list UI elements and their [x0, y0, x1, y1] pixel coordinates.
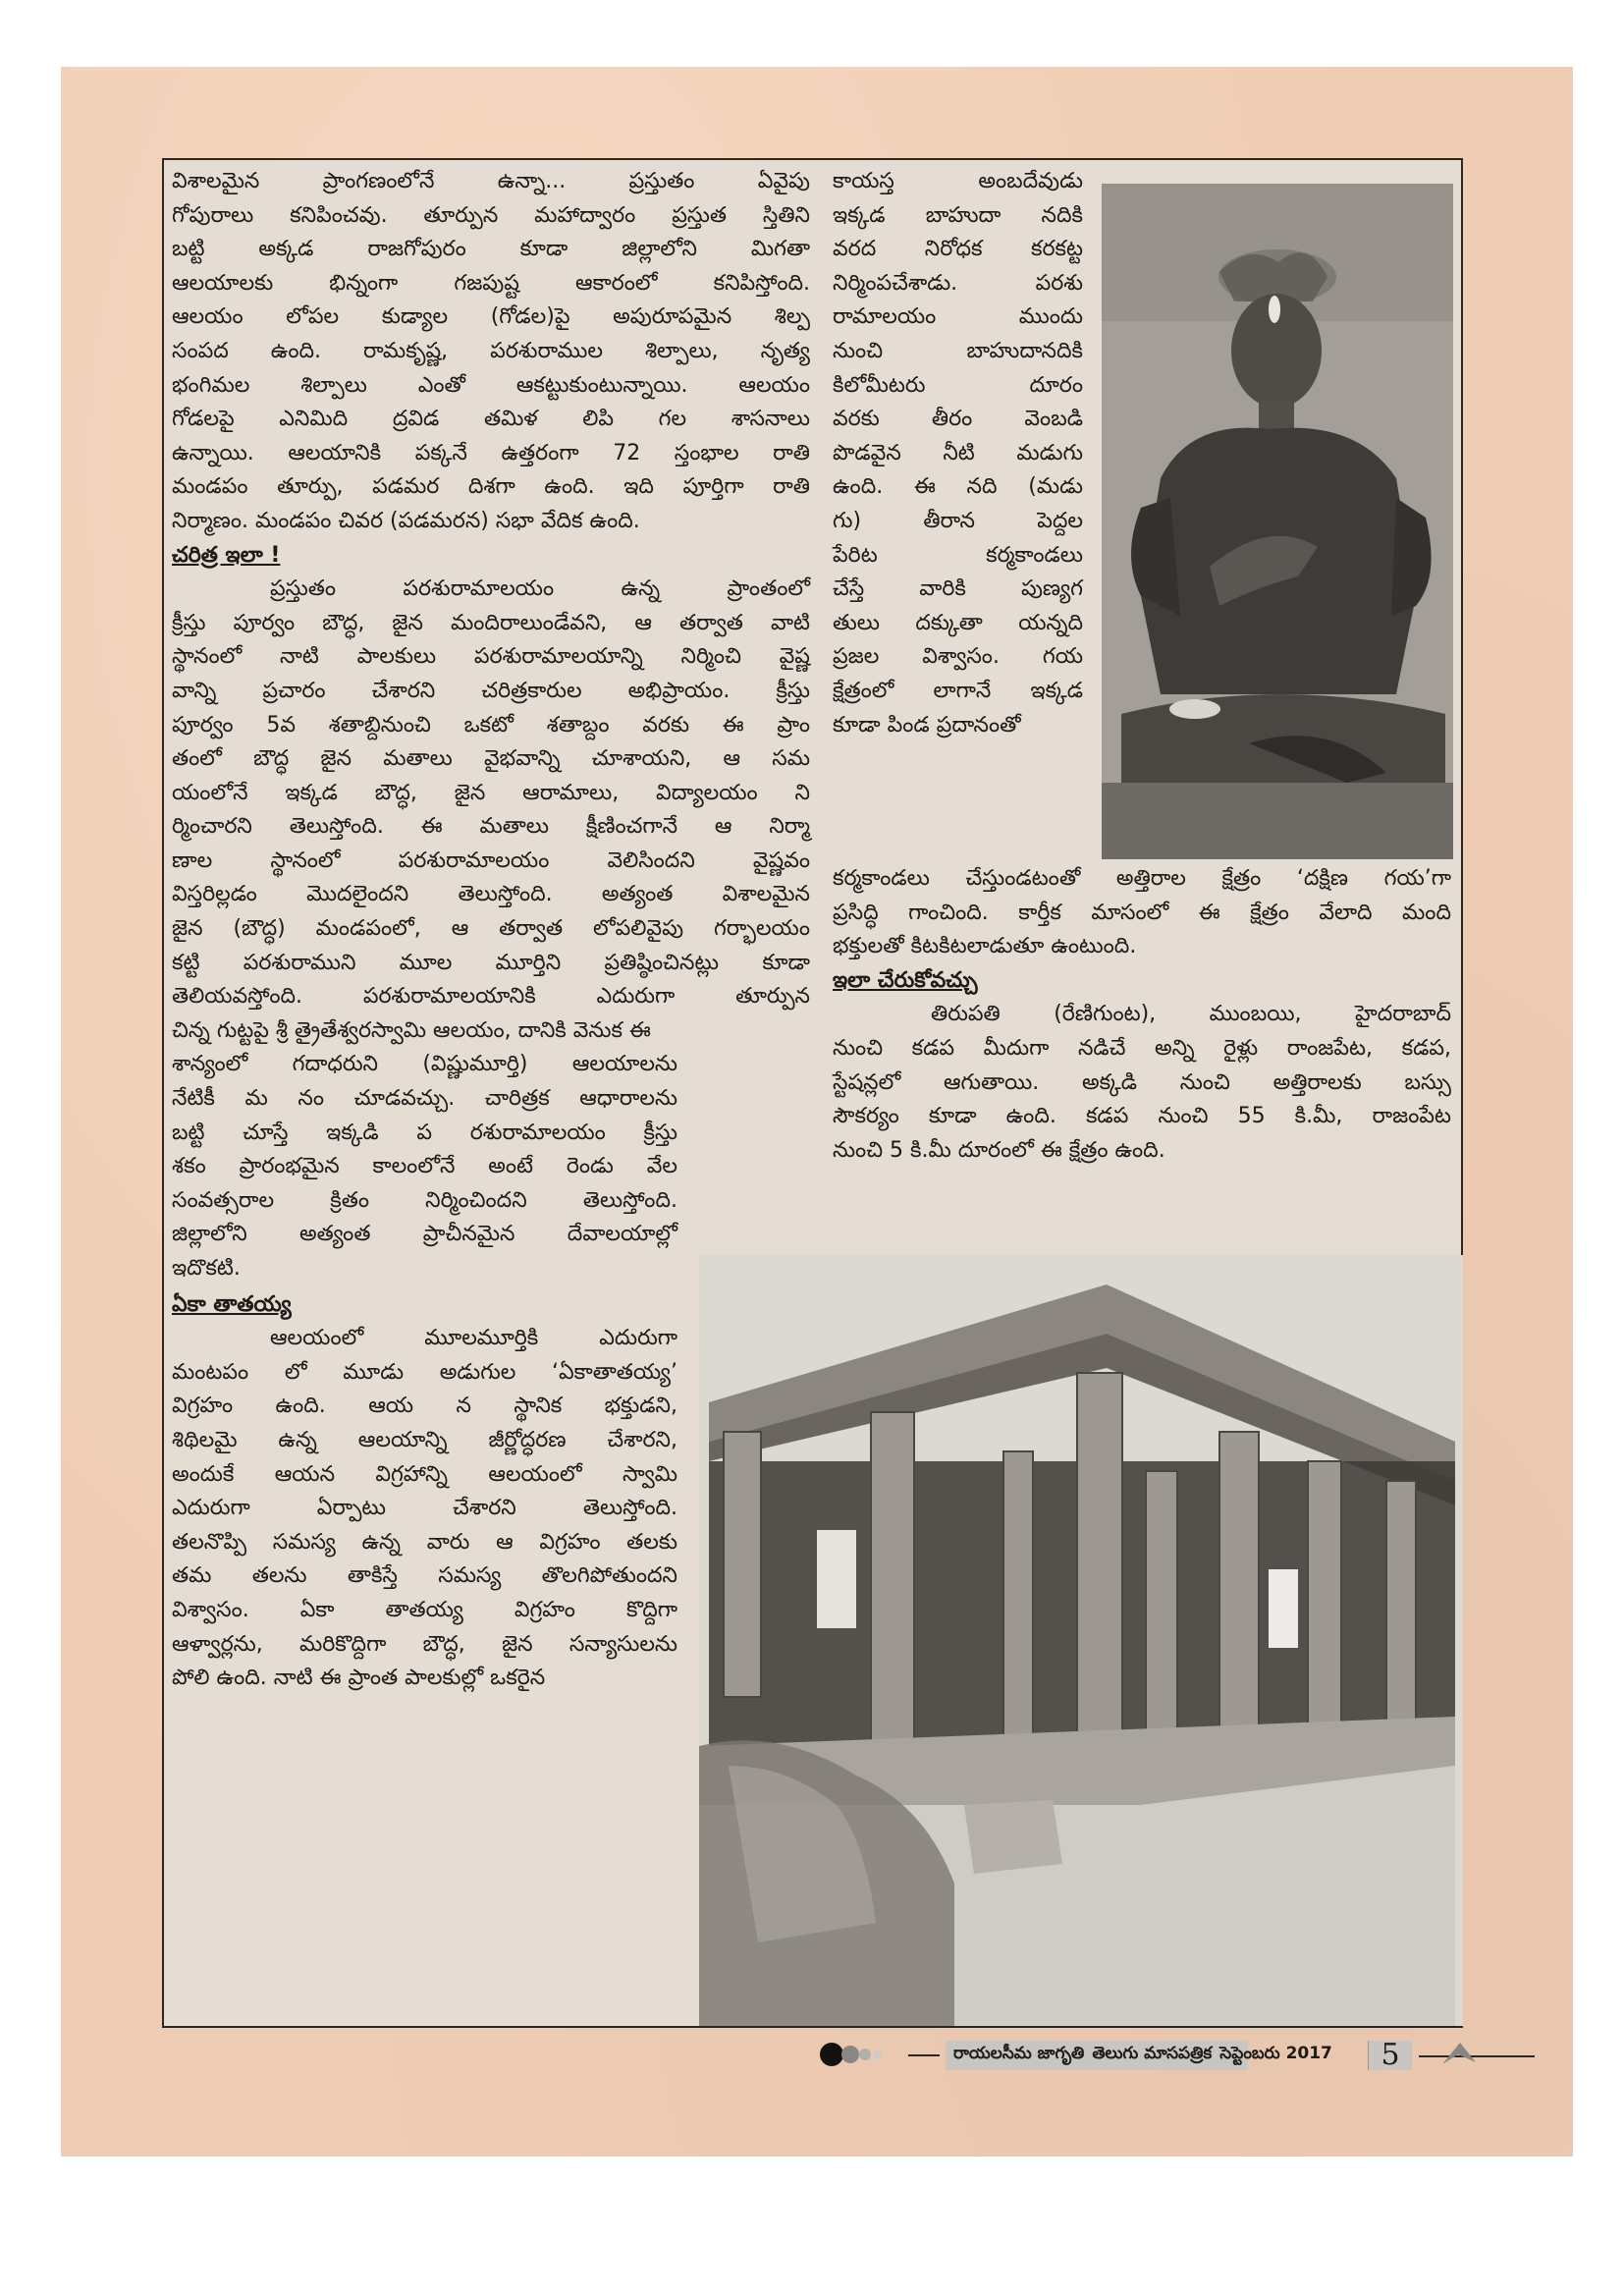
text-line: వాన్ని ప్రచారం చేశారని చరిత్రకారుల అభిప్రాయం. క్రీస్తు: [172, 678, 810, 703]
intro-paragraph: [172, 165, 810, 539]
text-line: ణాల స్థానంలో పరశురామాలయం వెలిసిందని వైష్ణవం: [172, 847, 810, 873]
text-line: గోడలపై ఎనిమిది ద్రవిడ తమిళ లిపి గల శాసనాలు: [172, 407, 810, 432]
text-line: విస్తరిల్లడం మొదలైందని తెలుస్తోంది. అత్యంత విశాలమైన: [172, 882, 810, 907]
text-line: నిర్మింపచేశాడు. పరశు: [833, 270, 1083, 296]
text-line: ఆలయంలో మూలమూర్తికి ఎదురుగా: [270, 1326, 677, 1351]
text-line: జిల్లాలోని అత్యంత ప్రాచీనమైన దేవాలయాల్లో: [172, 1222, 677, 1247]
text-line: నేటికీ మ నం చూడవచ్చు. చారిత్రక ఆధారాలను: [172, 1086, 677, 1112]
text-line: గోపురాలు కనిపించవు. తూర్పున మహాద్వారం ప్రస్తుత స్తితిని: [172, 202, 810, 228]
history-paragraph-cont: [172, 1048, 677, 1285]
text-line: పోలి ఉంది. నాటి ఈ ప్రాంత పాలకుల్లో ఒకరైన: [172, 1666, 546, 1691]
text-line: శకం ప్రారంభమైన కాలంలోనే అంటే రెండు వేల: [172, 1154, 677, 1179]
text-line: కర్మకాండలు చేస్తుండటంతో అత్తిరాల క్షేత్రం ‘దక్షిణ గయ’గా: [833, 866, 1451, 891]
idol-photo: [1102, 184, 1453, 859]
footer-rule: [908, 2054, 940, 2056]
mandapam-illustration: [699, 1255, 1463, 2026]
text-line: శాన్యంలో గదాధరుని (విష్ణుమూర్తి) ఆలయాలను: [172, 1052, 677, 1077]
text-line: ఎదురుగా ఏర్పాటు చేశారని తెలుస్తోంది.: [172, 1496, 677, 1521]
text-line: సౌకర్యం కూడా ఉంది. కడప నుంచి 55 కి.మీ, రాజంపేట: [833, 1104, 1451, 1129]
text-line: పేరిట కర్మకాండలు: [833, 542, 1083, 568]
text-line: ఆళ్వార్లను, మరికొద్దిగా బౌద్ధ, జైన సన్యాసులను: [172, 1631, 677, 1657]
text-line: విశ్వాసం. ఏకా తాతయ్య విగ్రహం కొద్దిగా: [172, 1597, 677, 1622]
text-line: బట్టి అక్కడ రాజగోపురం కూడా జిల్లాలోని మిగతా: [172, 237, 810, 262]
text-line: పొడవైన నీటి మడుగు: [833, 440, 1083, 465]
footer-dots-icon: [820, 2043, 908, 2066]
right-column-lower: [833, 862, 1451, 1168]
text-line: తులు దక్కుతా యన్నది: [833, 610, 1083, 635]
text-line: తెలియవస్తోంది. పరశురామాలయానికి ఎదురుగా తూర్పున: [172, 984, 810, 1010]
text-line: శిథిలమై ఉన్న ఆలయాన్ని జీర్ణోద్ధరణ చేశారని,: [172, 1427, 677, 1452]
text-line: గు) తీరాన పెద్దల: [833, 508, 1083, 533]
section-heading-history: చరిత్ర ఇలా !: [172, 542, 281, 568]
text-line: పూర్వం 5వ శతాబ్దినుంచి ఒకటో శతాబ్దం వరకు ఈ ప్రాం: [172, 712, 810, 738]
page-number: 5: [1368, 2041, 1412, 2070]
dakshina-gaya-paragraph: [833, 862, 1451, 964]
text-line: కాయస్త అంబదేవుడు: [833, 169, 1083, 193]
arrow-ornament-icon: [1440, 2041, 1480, 2068]
text-line: సంపద ఉంది. రామకృష్ణ, పరశురాముల శిల్పాలు, నృత్య: [172, 338, 810, 363]
history-paragraph: [172, 573, 810, 1048]
idol-illustration: [1102, 184, 1453, 859]
text-line: భక్తులతో కిటకిటలాడుతూ ఉంటుంది.: [833, 934, 1137, 959]
text-line: బట్టి చూస్తే ఇక్కడి ప రశురామాలయం క్రీస్తు: [172, 1120, 677, 1145]
text-line: ప్రజల విశ్వాసం. గయ: [833, 644, 1083, 670]
text-line: సంవత్సరాల క్రితం నిర్మించిందని తెలుస్తోంది.: [172, 1187, 677, 1213]
text-line: తలనొప్పి సమస్య ఉన్న వారు ఆ విగ్రహం తలకు: [172, 1529, 677, 1555]
magazine-name: రాయలసీమ జాగృతి: [953, 2044, 1085, 2063]
text-line: ర్మించారని తెలుస్తోంది. ఈ మతాలు క్షీణించగానే ఆ నిర్మా: [172, 814, 810, 840]
text-line: తిరుపతి (రేణిగుంట), ముంబయి, హైదరాబాద్: [931, 1002, 1451, 1027]
text-line: విశాలమైన ప్రాంగణంలోనే ఉన్నా... ప్రస్తుతం ఏవైపు: [172, 169, 810, 193]
page-footer: [820, 2035, 1527, 2074]
text-line: స్థానంలో నాటి పాలకులు పరశురామాలయాన్ని నిర్మించి వైష్ణ: [172, 644, 810, 670]
text-line: భంగిమల శిల్పాలు ఎంతో ఆకట్టుకుంటున్నాయి. ఆలయం: [172, 372, 810, 398]
mandapam-photo: [699, 1255, 1463, 2026]
text-line: చేస్తే వారికి పుణ్యగ: [833, 576, 1083, 602]
text-line: కూడా పిండ ప్రదానంతో: [833, 712, 1021, 738]
right-column: [833, 165, 1083, 742]
text-line: విగ్రహం ఉంది. ఆయ న స్థానిక భక్తుడని,: [172, 1394, 677, 1419]
text-line: తంలో బౌద్ధ జైన మతాలు వైభవాన్ని చూశాయని, ఆ సమ: [172, 746, 810, 772]
footer-masthead: [946, 2041, 1332, 2070]
text-line: ప్రసిద్ధి గాంచింది. కార్తీక మాసంలో ఈ క్షేత్రం వేలాది మంది: [833, 900, 1451, 925]
text-line: ఆలయాలకు భిన్నంగా గజపుష్ట ఆకారంలో కనిపిస్తోంది.: [172, 270, 810, 296]
text-line: నుంచి కడప మీదుగా నడిచే అన్ని రైళ్లు రాంజపేట, కడప,: [833, 1035, 1451, 1061]
text-line: యంలోనే ఇక్కడ బౌద్ధ, జైన ఆరామాలు, విద్యాలయం ని: [172, 780, 810, 805]
section-heading-how-to-reach: ఇలా చేరుకోవచ్చు: [833, 967, 978, 993]
text-line: వరకు తీరం వెంబడి: [833, 407, 1083, 432]
text-line: ఇదొకటి.: [172, 1256, 241, 1281]
issue-date: సెప్టెంబరు 2017: [1219, 2044, 1332, 2063]
text-line: కిలోమీటరు దూరం: [833, 372, 1083, 398]
text-line: కట్టి పరశురాముని మూల మూర్తిని ప్రతిష్ఠించినట్లు కూడా: [172, 950, 810, 975]
text-line: రామాలయం ముందు: [833, 304, 1083, 330]
text-line: తమ తలను తాకిస్తే సమస్య తొలగిపోతుందని: [172, 1563, 677, 1589]
how-to-reach-paragraph: [833, 998, 1451, 1168]
text-line: క్రీస్తు పూర్వం బౌద్ధ, జైన మందిరాలుండేవని, ఆ తర్వాత వాటి: [172, 610, 810, 635]
river-paragraph: [833, 165, 1083, 742]
text-line: ఉంది. ఈ నది (మడు: [833, 474, 1083, 500]
text-line: జైన (బౌద్ధ) మండపంలో, ఆ తర్వాత లోపలివైపు గర్భాలయం: [172, 916, 810, 942]
section-heading-eka-tatayya: ఏకా తాతయ్య: [172, 1291, 292, 1317]
magazine-subtitle: తెలుగు మాసపత్రిక: [1092, 2044, 1213, 2063]
text-line: చిన్న గుట్టపై శ్రీ త్రైతేశ్వరస్వామి ఆలయం, దానికి వెనుక ఈ: [172, 1017, 651, 1043]
text-line: నిర్మాణం. మండపం చివర (పడమరన) సభా వేదిక ఉంది.: [172, 508, 640, 533]
text-line: నుంచి 5 కి.మీ దూరంలో ఈ క్షేత్రం ఉంది.: [833, 1137, 1165, 1163]
text-line: స్టేషన్లలో ఆగుతాయి. అక్కడి నుంచి అత్తిరాలకు బస్సు: [833, 1069, 1451, 1095]
text-line: ఉన్నాయి. ఆలయానికి పక్కనే ఉత్తరంగా 72 స్తంభాల రాతి: [172, 440, 810, 465]
text-line: మండపం తూర్పు, పడమర దిశగా ఉంది. ఇది పూర్తిగా రాతి: [172, 474, 810, 500]
text-line: నుంచి బాహుదానదికి: [833, 338, 1083, 363]
text-line: వరద నిరోధక కరకట్ట: [833, 237, 1083, 262]
text-line: ప్రస్తుతం పరశురామాలయం ఉన్న ప్రాంతంలో: [270, 576, 810, 602]
text-line: క్షేత్రంలో లాగానే ఇక్కడ: [833, 678, 1083, 703]
eka-tatayya-paragraph: [172, 1322, 677, 1696]
text-line: మంటపం లో మూడు అడుగుల ‘ఏకాతాతయ్య’: [172, 1359, 677, 1385]
text-line: ఇక్కడ బాహుదా నదికి: [833, 202, 1083, 228]
text-line: ఆలయం లోపల కుడ్యాల (గోడల)పై అపురూపమైన శిల్ప: [172, 304, 810, 330]
text-line: అందుకే ఆయన విగ్రహాన్ని ఆలయంలో స్వామి: [172, 1461, 677, 1487]
